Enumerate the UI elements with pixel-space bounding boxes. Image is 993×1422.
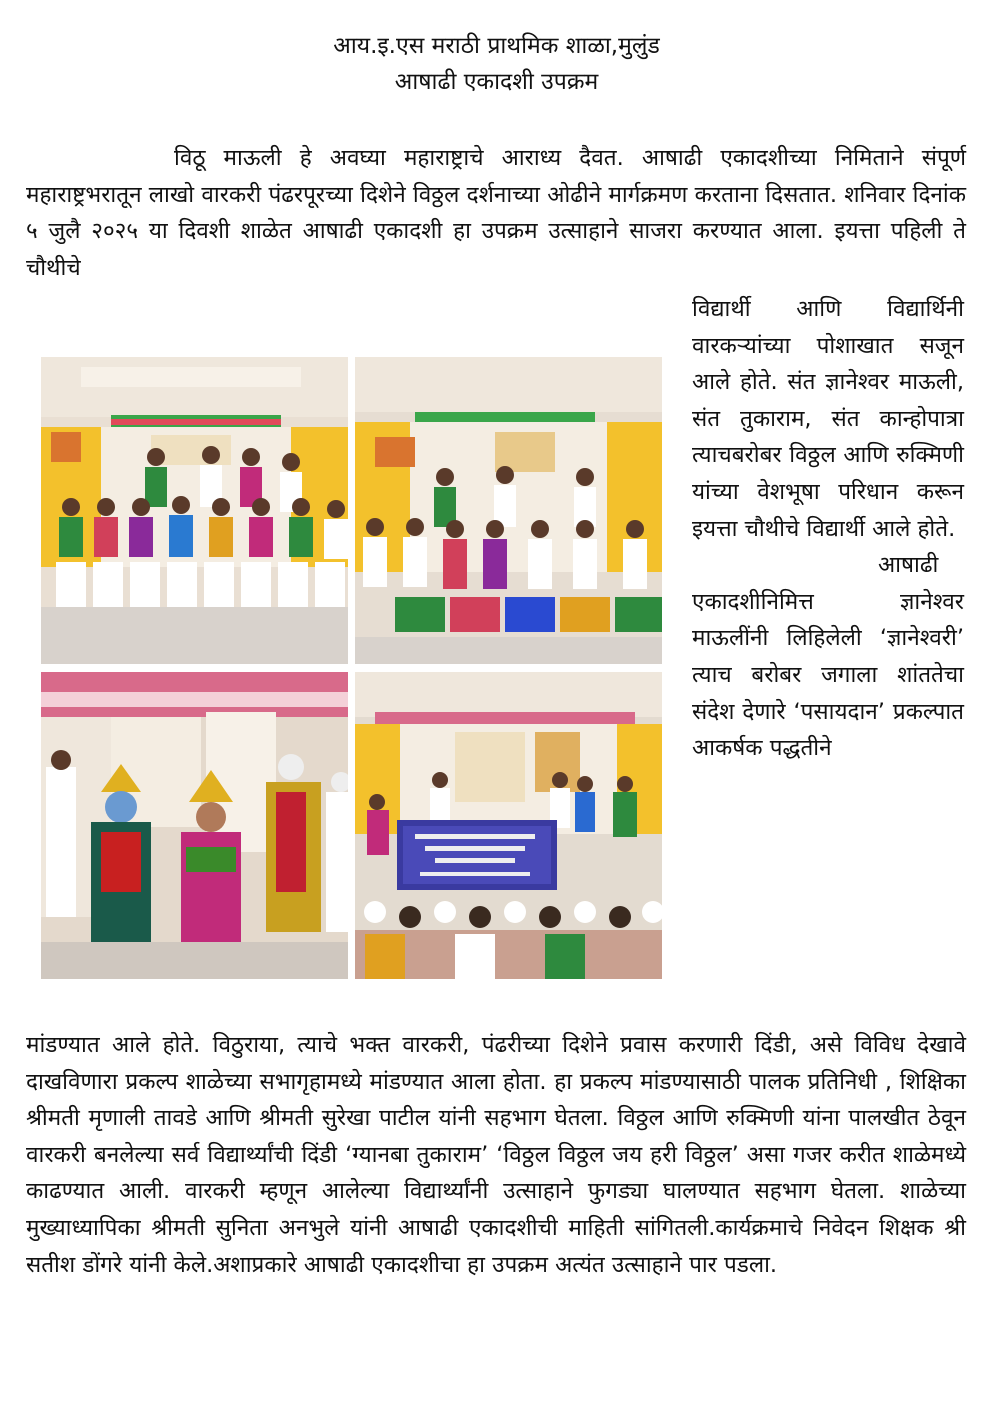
intro-text: विठू माऊली हे अवघ्या महाराष्ट्राचे आराध्य दैवत. आषाढी एकादशीच्या निमिताने संपूर्ण महाराष्ट्रभरातून लाखो वारकरी पंढरपूरच्या दिशेने विठ्ठल दर्शनाच्या ओढीने मार्गक्रमण करताना दिसतात. शनिवार दिनांक ५ जुलै २०२५ या दिवशी शाळेत आषाढी एकादशी हा उपक्रम उत्साहाने साजरा करण्यात आला. इयत्ता पहिली ते चौथीचे (26, 145, 966, 281)
side-text-2: आषाढी एकादशीनिमित्त ज्ञानेश्वर माऊलींनी लिहिलेली ‘ज्ञानेश्वरी’ त्याच बरोबर जगाला शांततेचा संदेश देणारे ‘पसायदान’ प्रकल्पात आकर्षक पद्धतीने (692, 552, 964, 762)
page-subtitle: आषाढी एकादशी उपक्रम (394, 69, 599, 95)
side-text-1: विद्यार्थी आणि विद्यार्थिनी वारकऱ्यांच्या पोशाखात सजून आले होते. संत ज्ञानेश्वर माऊली, संत तुकाराम, संत कान्होपात्रा त्याचबरोबर विठ्ठल आणि रुक्मिणी यांच्या वेशभूषा परिधान करून इयत्ता चौथीचे विद्यार्थी आले होते. (692, 296, 964, 542)
photo-group-floor (355, 357, 662, 664)
photo-vitthal-rukmini (41, 672, 348, 979)
page-title: आय.इ.एस मराठी प्राथमिक शाळा,मुलुंड (333, 33, 660, 59)
closing-paragraph: मांडण्यात आले होते. विठुराया, त्याचे भक्त वारकरी, पंढरीच्या दिशेने प्रवास करणारी दिंडी, असे विविध देखावे दाखविणारा प्रकल्प शाळेच्या सभागृहामध्ये मांडण्यात आला होता. हा प्रकल्प मांडण्यासाठी पालक प्रतिनिधी , शिक्षिका श्रीमती मृणाली तावडे आणि श्रीमती सुरेखा पाटील यांनी सहभाग घेतला. विठ्ठल आणि रुक्मिणी यांना पालखीत ठेवून वारकरी बनलेल्या सर्व विद्यार्थ्यांची दिंडी ‘ग्यानबा तुकाराम’ ‘विठ्ठल विठ्ठल जय हरी विठ्ठल’ असा गजर करीत शाळेमध्ये काढण्यात आली. वारकरी म्हणून आलेल्या विद्यार्थ्यांनी उत्साहाने फुगड्या घालण्यात सहभाग घेतला. शाळेच्या मुख्याध्यापिका श्रीमती सुनिता अनभुले यांनी आषाढी एकादशीची माहिती सांगितली.कार्यक्रमाचे निवेदन शिक्षक श्री सतीश डोंगरे यांनी केले.अशाप्रकारे आषाढी एकादशीचा हा उपक्रम अत्यंत उत्साहाने पार पडला. (26, 1032, 966, 1278)
intro-paragraph (26, 140, 966, 286)
photo-school-banner (355, 672, 662, 979)
photo-group-students (41, 357, 348, 664)
side-paragraph (692, 291, 964, 767)
